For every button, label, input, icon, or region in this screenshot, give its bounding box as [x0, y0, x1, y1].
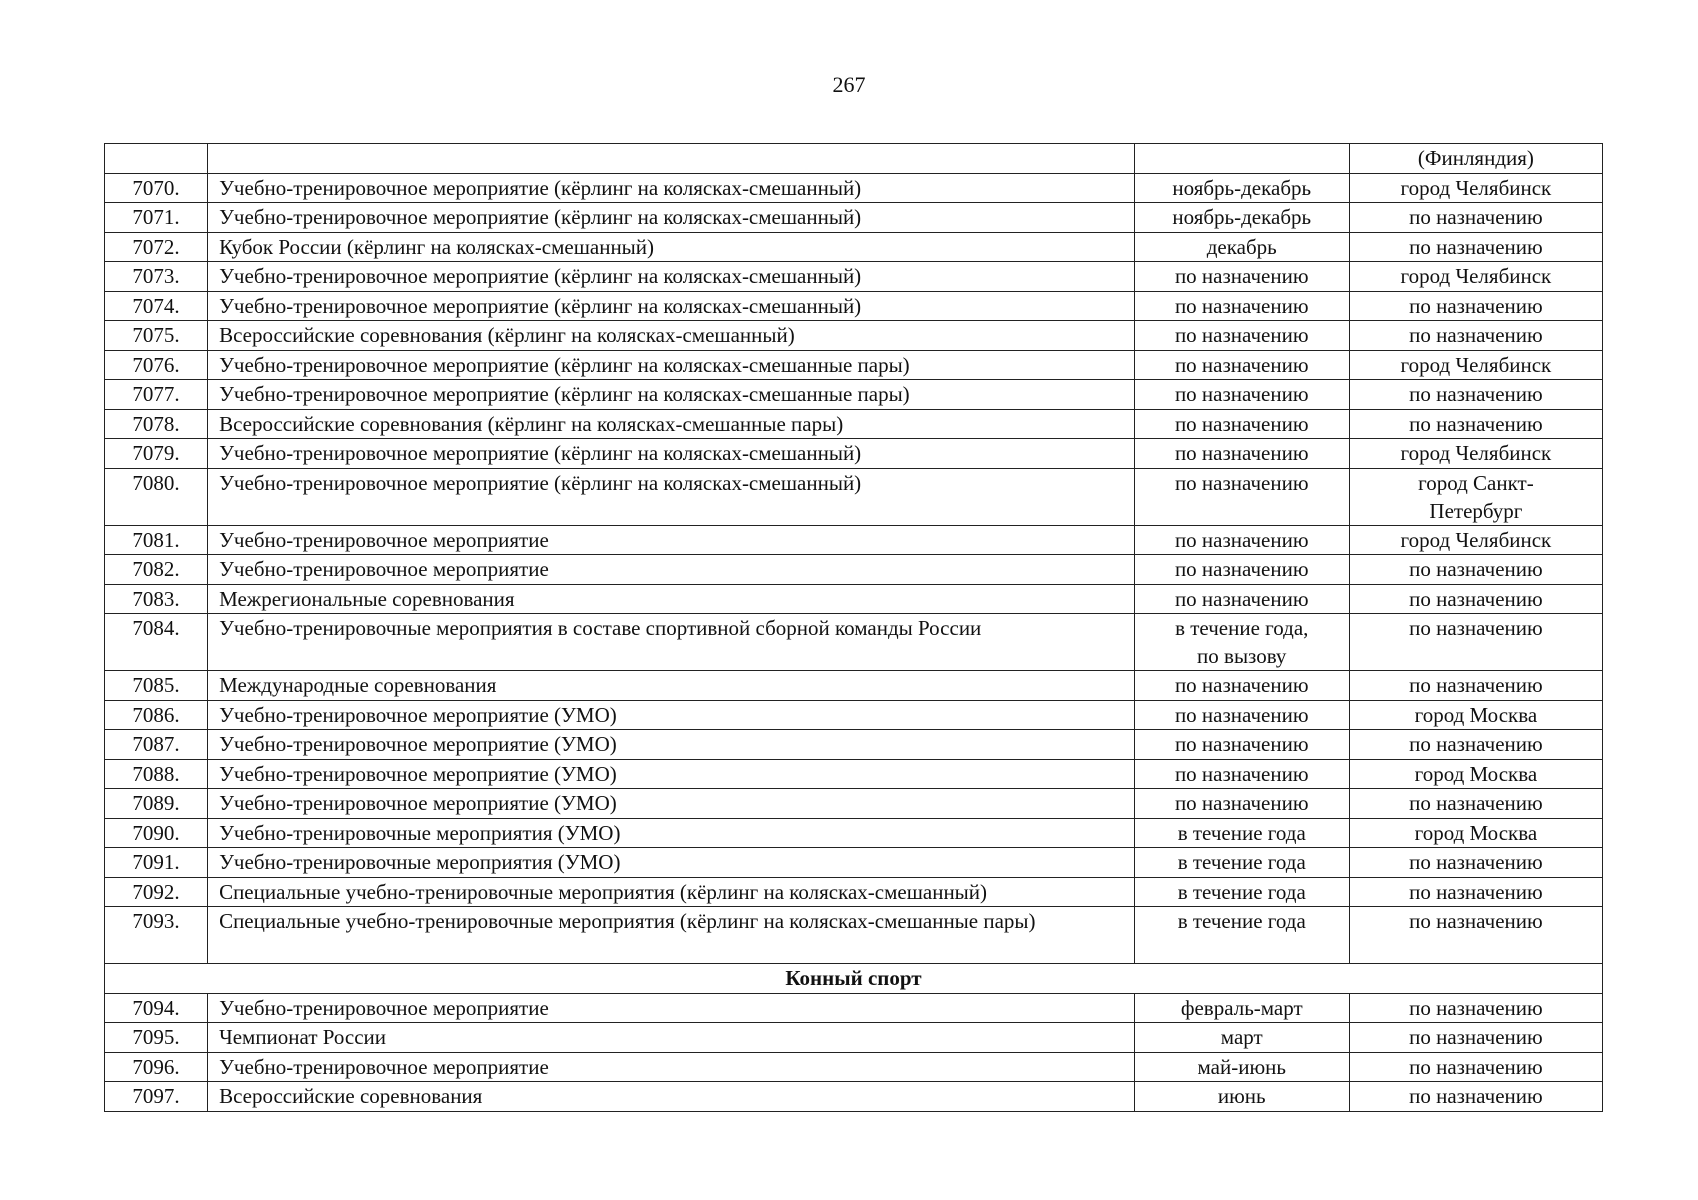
event-date: февраль-март [1134, 993, 1349, 1023]
table-row [105, 1052, 1603, 1082]
row-number: 7083. [105, 584, 208, 614]
table-row [105, 614, 1603, 671]
event-name: Учебно-тренировочное мероприятие (кёрлинг на колясках-смешанные пары) [208, 350, 1135, 380]
table-row [105, 700, 1603, 730]
event-name: Учебно-тренировочное мероприятие (УМО) [208, 789, 1135, 819]
row-number: 7089. [105, 789, 208, 819]
event-name: Учебно-тренировочное мероприятие (УМО) [208, 759, 1135, 789]
event-place: по назначению [1349, 584, 1602, 614]
event-place: город Челябинск [1349, 439, 1602, 469]
event-date: декабрь [1134, 232, 1349, 262]
event-place: по назначению [1349, 1052, 1602, 1082]
row-number: 7075. [105, 321, 208, 351]
event-name: Чемпионат России [208, 1023, 1135, 1053]
event-name [208, 144, 1135, 174]
row-number: 7094. [105, 993, 208, 1023]
event-place-line: город Санкт- [1418, 470, 1534, 495]
row-number: 7082. [105, 555, 208, 585]
row-number: 7096. [105, 1052, 208, 1082]
row-number: 7076. [105, 350, 208, 380]
event-place: по назначению [1349, 789, 1602, 819]
event-place: город Челябинск [1349, 350, 1602, 380]
event-date: по назначению [1134, 262, 1349, 292]
table-row [105, 232, 1603, 262]
event-name: Учебно-тренировочное мероприятие (кёрлинг на колясках-смешанные пары) [208, 380, 1135, 410]
event-name: Всероссийские соревнования [208, 1082, 1135, 1112]
event-date: по назначению [1134, 291, 1349, 321]
row-number: 7079. [105, 439, 208, 469]
event-place-line: Петербург [1429, 498, 1523, 523]
event-place: по назначению [1349, 409, 1602, 439]
event-place: по назначению [1349, 614, 1602, 671]
event-place: (Финляндия) [1349, 144, 1602, 174]
event-place: по назначению [1349, 555, 1602, 585]
table-row [105, 525, 1603, 555]
event-place: город Челябинск [1349, 173, 1602, 203]
event-name: Учебно-тренировочное мероприятие [208, 555, 1135, 585]
event-date: в течение года [1134, 848, 1349, 878]
row-number: 7092. [105, 877, 208, 907]
event-date: в течение года [1134, 907, 1349, 964]
event-name: Межрегиональные соревнования [208, 584, 1135, 614]
event-place: по назначению [1349, 203, 1602, 233]
table-row [105, 730, 1603, 760]
event-date [1134, 144, 1349, 174]
row-number [105, 144, 208, 174]
event-name: Учебно-тренировочное мероприятие (кёрлинг на колясках-смешанный) [208, 439, 1135, 469]
event-place: город Москва [1349, 818, 1602, 848]
table-row [105, 789, 1603, 819]
event-place: по назначению [1349, 877, 1602, 907]
table-row [105, 993, 1603, 1023]
event-name: Всероссийские соревнования (кёрлинг на колясках-смешанные пары) [208, 409, 1135, 439]
event-name: Учебно-тренировочное мероприятие [208, 525, 1135, 555]
table-row [105, 1082, 1603, 1112]
table-row [105, 818, 1603, 848]
row-number: 7081. [105, 525, 208, 555]
row-number: 7086. [105, 700, 208, 730]
row-number: 7090. [105, 818, 208, 848]
event-date: по назначению [1134, 584, 1349, 614]
event-date: ноябрь-декабрь [1134, 173, 1349, 203]
events-table-body [105, 144, 1603, 1112]
event-name: Учебно-тренировочные мероприятия (УМО) [208, 848, 1135, 878]
event-name: Специальные учебно-тренировочные мероприятия (кёрлинг на колясках-смешанные пары) [208, 907, 1135, 964]
section-row [105, 964, 1603, 994]
event-date: по назначению [1134, 700, 1349, 730]
event-name: Международные соревнования [208, 671, 1135, 701]
table-row [105, 439, 1603, 469]
event-date: по назначению [1134, 321, 1349, 351]
table-row [105, 173, 1603, 203]
event-name: Учебно-тренировочное мероприятие (кёрлинг на колясках-смешанный) [208, 291, 1135, 321]
event-date-line: по вызову [1197, 644, 1287, 668]
table-row [105, 877, 1603, 907]
event-name: Учебно-тренировочное мероприятие (кёрлинг на колясках-смешанный) [208, 262, 1135, 292]
event-date: по назначению [1134, 525, 1349, 555]
event-place: город Москва [1349, 700, 1602, 730]
row-number: 7087. [105, 730, 208, 760]
event-date: по назначению [1134, 730, 1349, 760]
row-number: 7078. [105, 409, 208, 439]
event-name: Учебно-тренировочное мероприятие [208, 1052, 1135, 1082]
event-name: Всероссийские соревнования (кёрлинг на колясках-смешанный) [208, 321, 1135, 351]
event-date: в течение года [1134, 818, 1349, 848]
event-date: по назначению [1134, 789, 1349, 819]
event-place: город Челябинск [1349, 262, 1602, 292]
event-name: Учебно-тренировочные мероприятия (УМО) [208, 818, 1135, 848]
table-row [105, 759, 1603, 789]
event-place: город Москва [1349, 759, 1602, 789]
event-date: ноябрь-декабрь [1134, 203, 1349, 233]
event-name: Учебно-тренировочное мероприятие (УМО) [208, 730, 1135, 760]
event-name: Специальные учебно-тренировочные мероприятия (кёрлинг на колясках-смешанный) [208, 877, 1135, 907]
row-number: 7077. [105, 380, 208, 410]
event-place: по назначению [1349, 848, 1602, 878]
event-date: по назначению [1134, 468, 1349, 525]
row-number: 7074. [105, 291, 208, 321]
event-place: по назначению [1349, 1082, 1602, 1112]
event-name: Учебно-тренировочные мероприятия в составе спортивной сборной команды России [208, 614, 1135, 671]
table-row [105, 291, 1603, 321]
row-number: 7071. [105, 203, 208, 233]
page-number: 267 [832, 72, 866, 97]
row-number: 7085. [105, 671, 208, 701]
event-date: июнь [1134, 1082, 1349, 1112]
table-row [105, 584, 1603, 614]
event-date [1134, 614, 1349, 671]
event-date: в течение года [1134, 877, 1349, 907]
table-row [105, 203, 1603, 233]
event-name: Учебно-тренировочное мероприятие (кёрлинг на колясках-смешанный) [208, 173, 1135, 203]
event-place: по назначению [1349, 1023, 1602, 1053]
event-place: по назначению [1349, 730, 1602, 760]
table-row [105, 555, 1603, 585]
event-place: по назначению [1349, 993, 1602, 1023]
row-number: 7097. [105, 1082, 208, 1112]
event-date: по назначению [1134, 409, 1349, 439]
event-date: март [1134, 1023, 1349, 1053]
event-date: по назначению [1134, 350, 1349, 380]
event-date: по назначению [1134, 555, 1349, 585]
event-place: по назначению [1349, 291, 1602, 321]
table-row [105, 907, 1603, 964]
events-table [104, 143, 1603, 1112]
table-row [105, 468, 1603, 525]
row-number: 7073. [105, 262, 208, 292]
row-number: 7070. [105, 173, 208, 203]
row-number: 7093. [105, 907, 208, 964]
event-date: по назначению [1134, 759, 1349, 789]
event-date-line: в течение года, [1175, 616, 1309, 640]
event-place: город Челябинск [1349, 525, 1602, 555]
event-place: по назначению [1349, 907, 1602, 964]
event-date: по назначению [1134, 439, 1349, 469]
event-name: Учебно-тренировочное мероприятие (кёрлинг на колясках-смешанный) [208, 468, 1135, 525]
row-number: 7084. [105, 614, 208, 671]
event-name: Учебно-тренировочное мероприятие [208, 993, 1135, 1023]
event-place: по назначению [1349, 321, 1602, 351]
row-number: 7072. [105, 232, 208, 262]
event-name: Кубок России (кёрлинг на колясках-смешанный) [208, 232, 1135, 262]
row-number: 7095. [105, 1023, 208, 1053]
event-date: май-июнь [1134, 1052, 1349, 1082]
event-date: по назначению [1134, 671, 1349, 701]
table-row [105, 848, 1603, 878]
event-name: Учебно-тренировочное мероприятие (УМО) [208, 700, 1135, 730]
event-name: Учебно-тренировочное мероприятие (кёрлинг на колясках-смешанный) [208, 203, 1135, 233]
table-row [105, 350, 1603, 380]
table-row [105, 321, 1603, 351]
event-place: по назначению [1349, 380, 1602, 410]
event-date: по назначению [1134, 380, 1349, 410]
table-row [105, 409, 1603, 439]
event-place: по назначению [1349, 232, 1602, 262]
event-place: по назначению [1349, 671, 1602, 701]
row-number: 7080. [105, 468, 208, 525]
table-row [105, 380, 1603, 410]
table-row [105, 262, 1603, 292]
table-row-continuation [105, 144, 1603, 174]
table-row [105, 1023, 1603, 1053]
section-title: Конный спорт [105, 964, 1603, 994]
row-number: 7091. [105, 848, 208, 878]
table-row [105, 671, 1603, 701]
event-place [1349, 468, 1602, 525]
row-number: 7088. [105, 759, 208, 789]
